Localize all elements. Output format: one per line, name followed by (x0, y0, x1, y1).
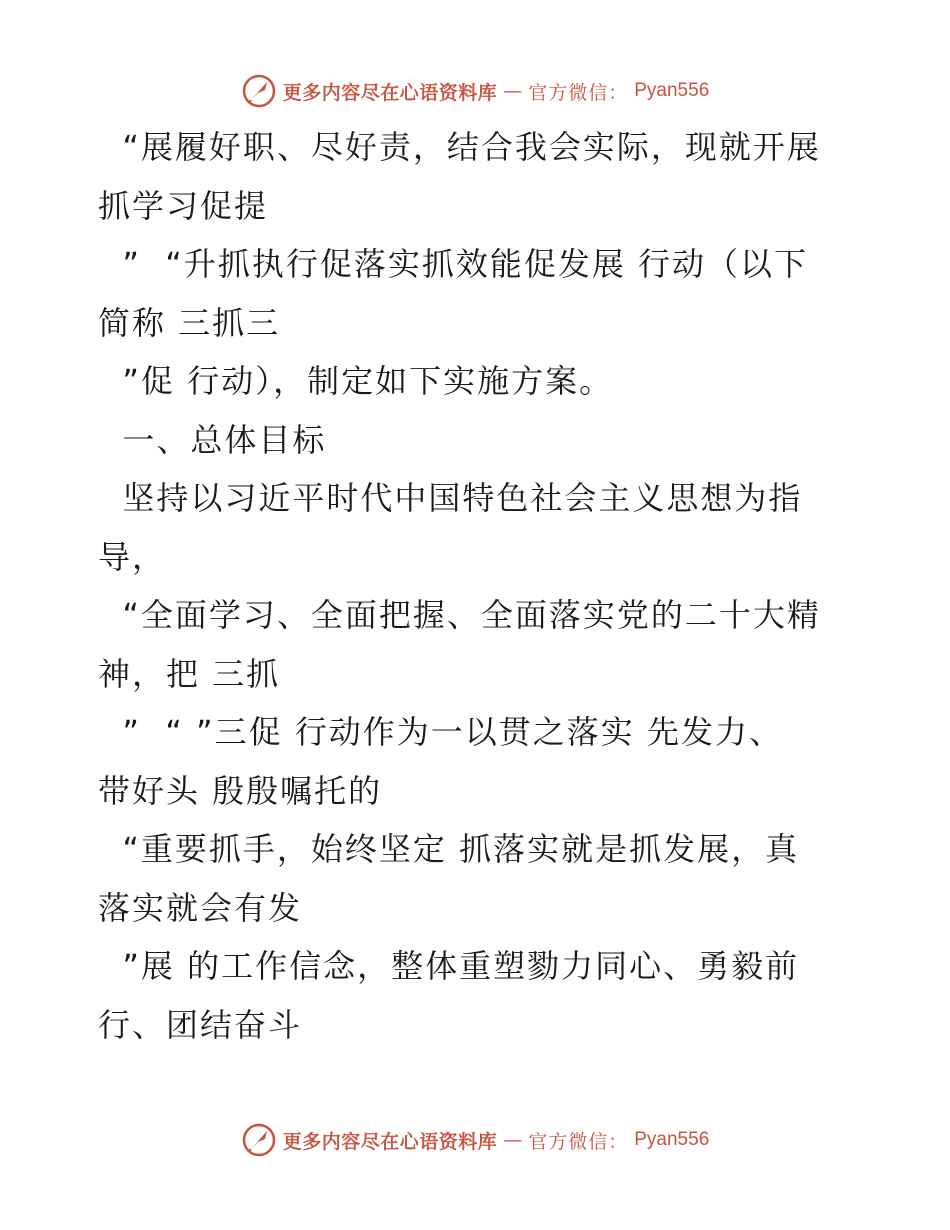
watermark-dash: — (503, 80, 523, 102)
text-line: 抓学习促提 (98, 186, 269, 225)
watermark-official-label: 官方微信： (528, 81, 629, 104)
quill-logo-icon (241, 1122, 277, 1158)
watermark-title: 更多内容尽在心语资料库 (282, 81, 498, 104)
text-line: “展履好职、尽好责，结合我会实际，现就开展 (98, 128, 821, 166)
header-watermark (0, 71, 950, 111)
text-line: “重要抓手，始终坚定 抓落实就是抓发展，真 (98, 830, 800, 868)
text-line: ” “升抓执行促落实抓效能促发展 行动（以下 (98, 245, 809, 283)
quill-logo-icon (241, 73, 277, 109)
text-line: 简称 三抓三 (98, 303, 281, 342)
text-line: 坚持以习近平时代中国特色社会主义思想为指 (98, 479, 803, 517)
section-heading: 一、总体目标 (98, 420, 327, 459)
text-line: ” “ ”三促 行动作为一以贯之落实 先发力、 (98, 713, 783, 751)
watermark-wechat-id: Pyan556 (634, 80, 710, 101)
watermark-title: 更多内容尽在心语资料库 (282, 1130, 498, 1153)
text-line: 行、团结奋斗 (98, 1005, 303, 1044)
text-line: ”展 的工作信念，整体重塑勠力同心、勇毅前 (98, 947, 800, 985)
text-line: ”促 行动），制定如下实施方案。 (98, 362, 614, 400)
text-line: 带好头 殷殷嘱托的 (98, 771, 383, 810)
text-line: “全面学习、全面把握、全面落实党的二十大精 (98, 596, 821, 634)
text-line: 神，把 三抓 (98, 654, 281, 693)
document-body (98, 118, 858, 1054)
watermark-wechat-id: Pyan556 (634, 1129, 710, 1150)
watermark-dash: — (503, 1129, 523, 1151)
text-line: 落实就会有发 (98, 888, 303, 927)
watermark-official-label: 官方微信： (528, 1130, 629, 1153)
footer-watermark (0, 1120, 950, 1160)
text-line: 导， (98, 537, 167, 576)
